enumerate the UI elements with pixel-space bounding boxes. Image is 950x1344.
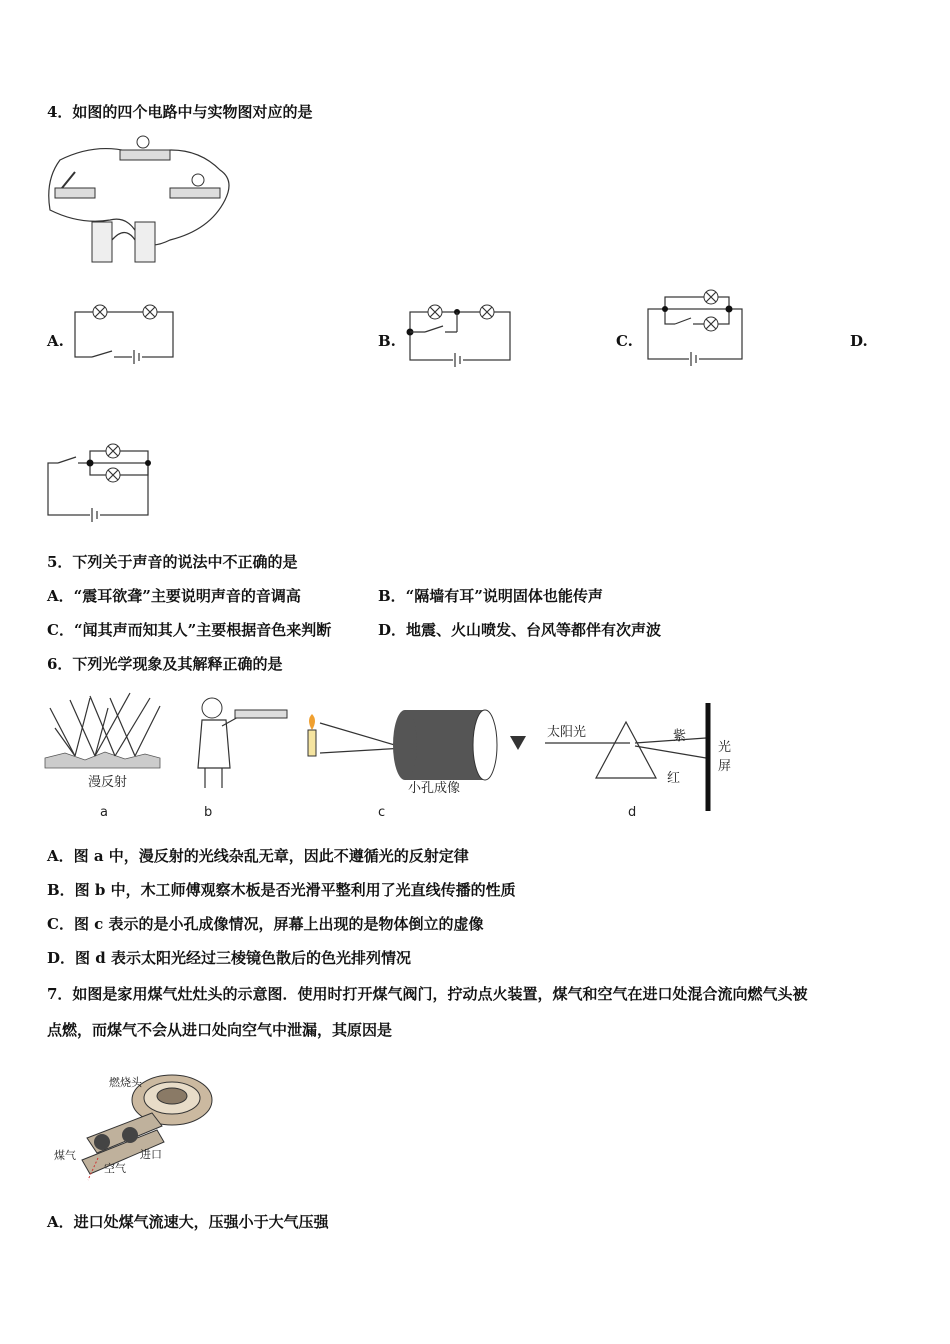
q4-stem: 4．如图的四个电路中与实物图对应的是 xyxy=(47,103,313,121)
q4-option-c-label: C. xyxy=(616,332,633,350)
q6-option-c: C．图 c 表示的是小孔成像情况，屏幕上出现的是物体倒立的虚像 xyxy=(47,915,484,933)
figure-a-diffuse-reflection xyxy=(45,693,160,820)
q4-circuit-b xyxy=(405,300,515,365)
q5-option-a: A．“震耳欲聋”主要说明声音的音调高 xyxy=(47,587,301,605)
q6-optics-figure xyxy=(40,688,750,823)
figure-label-a: a xyxy=(100,805,108,820)
inlet-label: 进口 xyxy=(140,1148,162,1161)
gas-label: 煤气 xyxy=(54,1149,76,1162)
q6-stem: 6．下列光学现象及其解释正确的是 xyxy=(47,655,283,673)
figure-b-carpenter xyxy=(198,698,287,820)
figure-label-d: d xyxy=(628,805,637,820)
q6-option-a: A．图 a 中，漫反射的光线杂乱无章，因此不遵循光的反射定律 xyxy=(47,847,469,865)
q5-stem: 5．下列关于声音的说法中不正确的是 xyxy=(47,553,298,571)
q4-physical-circuit-figure xyxy=(40,130,240,270)
pinhole-caption: 小孔成像 xyxy=(408,781,461,796)
burner-label: 燃烧头 xyxy=(109,1076,142,1089)
red-label: 红 xyxy=(667,771,681,786)
screen-label-2: 屏 xyxy=(718,759,732,774)
q6-option-b: B．图 b 中，木工师傅观察木板是否光滑平整利用了光直线传播的性质 xyxy=(47,881,516,899)
q4-option-b-label: B. xyxy=(378,332,396,350)
screen-label-1: 光 xyxy=(718,740,732,755)
q6-option-d: D．图 d 表示太阳光经过三棱镜色散后的色光排列情况 xyxy=(47,949,411,967)
q4-option-d-label: D. xyxy=(850,332,868,350)
q7-stem-line1: 7．如图是家用煤气灶灶头的示意图．使用时打开煤气阀门，拧动点火装置，煤气和空气在进口处混合流向燃气头被 xyxy=(47,985,808,1003)
q4-circuit-c xyxy=(645,292,745,364)
figure-c-pinhole xyxy=(308,710,526,820)
q7-option-a: A．进口处煤气流速大，压强小于大气压强 xyxy=(47,1213,329,1231)
q4-circuit-d xyxy=(46,448,152,520)
q5-option-c: C．“闻其声而知其人”主要根据音色来判断 xyxy=(47,621,332,639)
figure-label-c: c xyxy=(378,805,386,820)
q5-option-b: B．“隔墙有耳”说明固体也能传声 xyxy=(378,587,603,605)
air-label: 空气 xyxy=(104,1162,126,1175)
sunlight-label: 太阳光 xyxy=(547,725,587,740)
figure-d-prism xyxy=(545,703,731,820)
q4-option-a-label: A. xyxy=(47,332,64,350)
purple-label: 紫 xyxy=(673,729,687,744)
diffuse-reflection-caption: 漫反射 xyxy=(88,775,128,790)
q7-burner-figure xyxy=(52,1058,217,1183)
q4-circuit-a xyxy=(72,300,177,362)
q5-option-d: D．地震、火山喷发、台风等都伴有次声波 xyxy=(378,621,662,639)
figure-label-b: b xyxy=(204,805,213,820)
q7-stem-line2: 点燃，而煤气不会从进口处向空气中泄漏，其原因是 xyxy=(47,1021,393,1039)
